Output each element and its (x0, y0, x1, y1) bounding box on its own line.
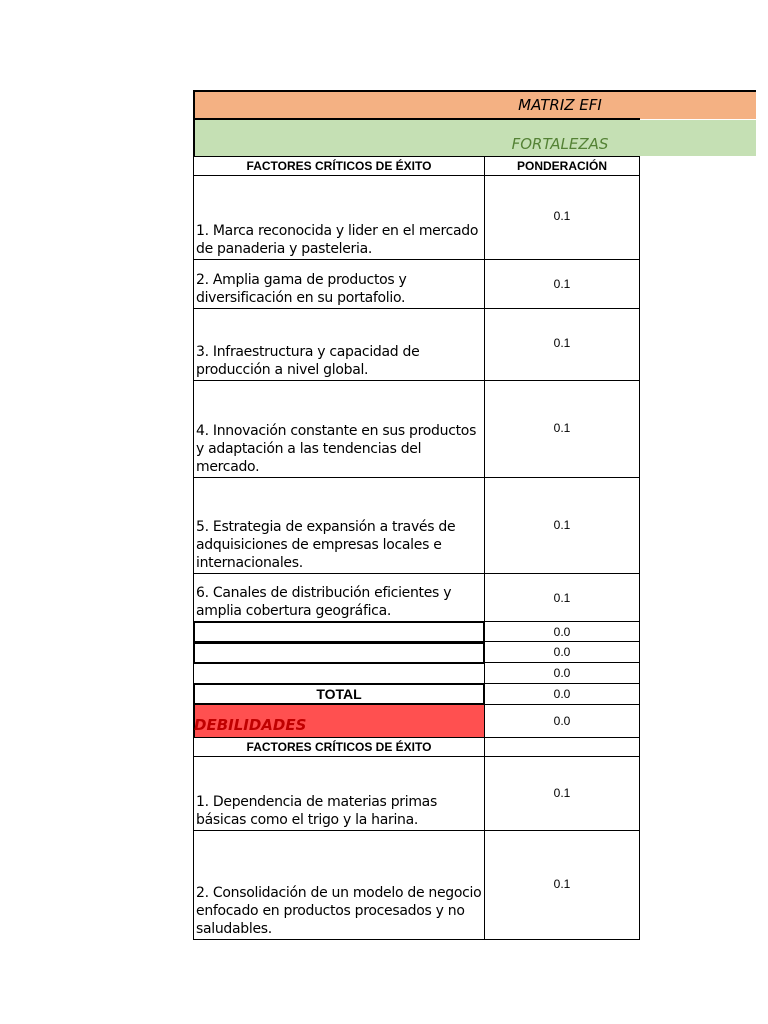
debilidades-header-ponderacion (484, 737, 640, 757)
debilidad-1-text: 1. Dependencia de materias primas básicas como el trigo y la harina. (193, 756, 485, 831)
fortalezas-label: FORTALEZAS (511, 135, 609, 153)
fortaleza-1-weight: 0.1 (484, 175, 640, 260)
debilidad-1-weight: 0.1 (484, 756, 640, 831)
fortaleza-1-text: 1. Marca reconocida y lider en el mercado de panaderia y pasteleria. (193, 175, 485, 260)
debilidades-header-factores: FACTORES CRÍTICOS DE ÉXITO (193, 737, 485, 757)
empty-row-2-text (193, 642, 485, 664)
debilidad-2-text: 2. Consolidación de un modelo de negocio enfocado en productos procesados y no saludables. (193, 830, 485, 940)
total-label: TOTAL (193, 683, 485, 705)
debilidades-value: 0.0 (484, 704, 640, 738)
debilidad-2-weight: 0.1 (484, 830, 640, 940)
empty-row-2-weight: 0.0 (484, 641, 640, 663)
fortaleza-5-text: 5. Estrategia de expansión a través de adquisiciones de empresas locales e internacionales. (193, 477, 485, 574)
fortaleza-6-text: 6. Canales de distribución eficientes y amplia cobertura geográfica. (193, 573, 485, 622)
fortaleza-3-weight: 0.1 (484, 308, 640, 381)
debilidades-label: DEBILIDADES (194, 716, 307, 734)
fortaleza-4-weight: 0.1 (484, 380, 640, 478)
fortaleza-4-text: 4. Innovación constante en sus productos y adaptación a las tendencias del mercado. (193, 380, 485, 478)
fortaleza-6-weight: 0.1 (484, 573, 640, 622)
fortalezas-band (193, 120, 756, 156)
fortaleza-2-text: 2. Amplia gama de productos y diversificación en su portafolio. (193, 259, 485, 309)
page-title: MATRIZ EFI (518, 96, 602, 114)
fortaleza-3-text: 3. Infraestructura y capacidad de producción a nivel global. (193, 308, 485, 381)
title-band (193, 90, 756, 119)
fortaleza-2-weight: 0.1 (484, 259, 640, 309)
header-ponderacion: PONDERACIÓN (484, 156, 640, 176)
empty-row-1-weight: 0.0 (484, 621, 640, 642)
empty-row-3-weight: 0.0 (484, 662, 640, 684)
total-value: 0.0 (484, 683, 640, 705)
empty-row-3-text (193, 663, 485, 684)
empty-row-1-text (193, 621, 485, 643)
header-factores: FACTORES CRÍTICOS DE ÉXITO (193, 156, 485, 176)
fortaleza-5-weight: 0.1 (484, 477, 640, 574)
